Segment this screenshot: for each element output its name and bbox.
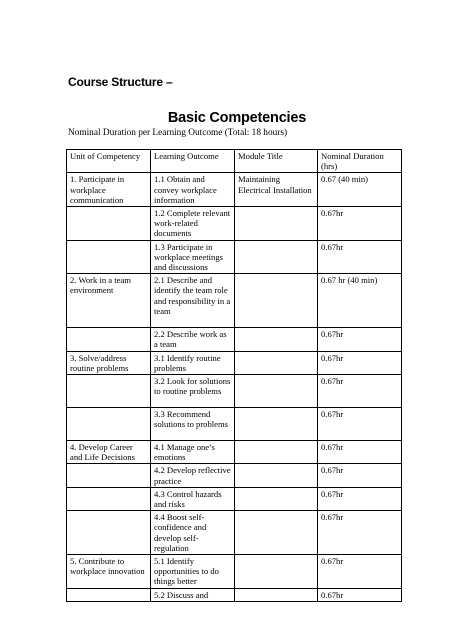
cell-duration: 0.67hr: [318, 555, 402, 589]
table-row: [67, 173, 402, 207]
cell-unit: 3. Solve/address routine problems: [67, 351, 151, 374]
cell-unit: 4. Develop Career and Life Decisions: [67, 441, 151, 464]
table-row: [67, 588, 402, 601]
cell-module-title: [235, 464, 318, 487]
cell-unit: 2. Work in a team environment: [67, 274, 151, 328]
table-row: [67, 240, 402, 274]
cell-learning-outcome: 2.2 Describe work as a team: [151, 328, 235, 351]
cell-unit: [67, 511, 151, 555]
cell-module-title: [235, 207, 318, 241]
cell-unit: [67, 588, 151, 601]
cell-learning-outcome: 4.4 Boost self-confidence and develop self-regulation: [151, 511, 235, 555]
cell-learning-outcome: 2.1 Describe and identify the team role and responsibility in a team: [151, 274, 235, 328]
cell-module-title: [235, 240, 318, 274]
cell-learning-outcome: 5.1 Identify opportunities to do things better: [151, 555, 235, 589]
table-row: [67, 555, 402, 589]
cell-unit: 5. Contribute to workplace innovation: [67, 555, 151, 589]
cell-learning-outcome: 1.1 Obtain and convey workplace information: [151, 173, 235, 207]
cell-duration: 0.67hr: [318, 328, 402, 351]
cell-module-title: [235, 555, 318, 589]
cell-unit: [67, 464, 151, 487]
cell-learning-outcome: 3.3 Recommend solutions to problems: [151, 408, 235, 441]
cell-module-title: [235, 487, 318, 510]
cell-duration: 0.67hr: [318, 351, 402, 374]
table-row: [67, 441, 402, 464]
table-header-row: [67, 150, 402, 173]
table-row: [67, 464, 402, 487]
cell-module-title: [235, 588, 318, 601]
cell-unit: 1. Participate in workplace communication: [67, 173, 151, 207]
cell-duration: 0.67hr: [318, 464, 402, 487]
cell-duration: 0.67hr: [318, 408, 402, 441]
cell-unit: [67, 375, 151, 408]
cell-module-title: [235, 441, 318, 464]
cell-unit: [67, 487, 151, 510]
table-row: [67, 511, 402, 555]
cell-module-title: [235, 328, 318, 351]
header-module-title: Module Title: [235, 150, 318, 173]
nominal-duration-subtitle: Nominal Duration per Learning Outcome (Total: 18 hours): [68, 128, 288, 138]
cell-module-title: [235, 274, 318, 328]
table-row: [67, 375, 402, 408]
table-row: [67, 408, 402, 441]
cell-module-title: [235, 408, 318, 441]
competency-table: [66, 149, 402, 602]
cell-unit: [67, 240, 151, 274]
table-row: [67, 207, 402, 241]
cell-module-title: [235, 375, 318, 408]
cell-unit: [67, 328, 151, 351]
cell-duration: 0.67 (40 min): [318, 173, 402, 207]
cell-duration: 0.67hr: [318, 441, 402, 464]
cell-unit: [67, 408, 151, 441]
cell-learning-outcome: 4.1 Manage one’s emotions: [151, 441, 235, 464]
table-row: [67, 274, 402, 328]
cell-duration: 0.67hr: [318, 240, 402, 274]
cell-module-title: Maintaining Electrical Installation: [235, 173, 318, 207]
cell-unit: [67, 207, 151, 241]
course-structure-heading: Course Structure –: [68, 75, 173, 89]
table-row: [67, 351, 402, 374]
cell-learning-outcome: 4.2 Develop reflective practice: [151, 464, 235, 487]
cell-module-title: [235, 351, 318, 374]
cell-duration: 0.67hr: [318, 588, 402, 601]
header-learning-outcome: Learning Outcome: [151, 150, 235, 173]
cell-learning-outcome: 4.3 Control hazards and risks: [151, 487, 235, 510]
cell-duration: 0.67 hr (40 min): [318, 274, 402, 328]
table-row: [67, 487, 402, 510]
cell-learning-outcome: 3.1 Identify routine problems: [151, 351, 235, 374]
cell-learning-outcome: 5.2 Discuss and: [151, 588, 235, 601]
cell-learning-outcome: 1.3 Participate in workplace meetings and discussions: [151, 240, 235, 274]
table-row: [67, 328, 402, 351]
page-title: Basic Competencies: [167, 110, 307, 126]
header-nominal-duration: Nominal Duration (hrs): [318, 150, 402, 173]
cell-duration: 0.67hr: [318, 511, 402, 555]
cell-duration: 0.67hr: [318, 375, 402, 408]
cell-module-title: [235, 511, 318, 555]
header-unit-of-competency: Unit of Competency: [67, 150, 151, 173]
cell-duration: 0.67hr: [318, 207, 402, 241]
cell-learning-outcome: 1.2 Complete relevant work-related documents: [151, 207, 235, 241]
cell-duration: 0.67hr: [318, 487, 402, 510]
cell-learning-outcome: 3.2 Look for solutions to routine problems: [151, 375, 235, 408]
